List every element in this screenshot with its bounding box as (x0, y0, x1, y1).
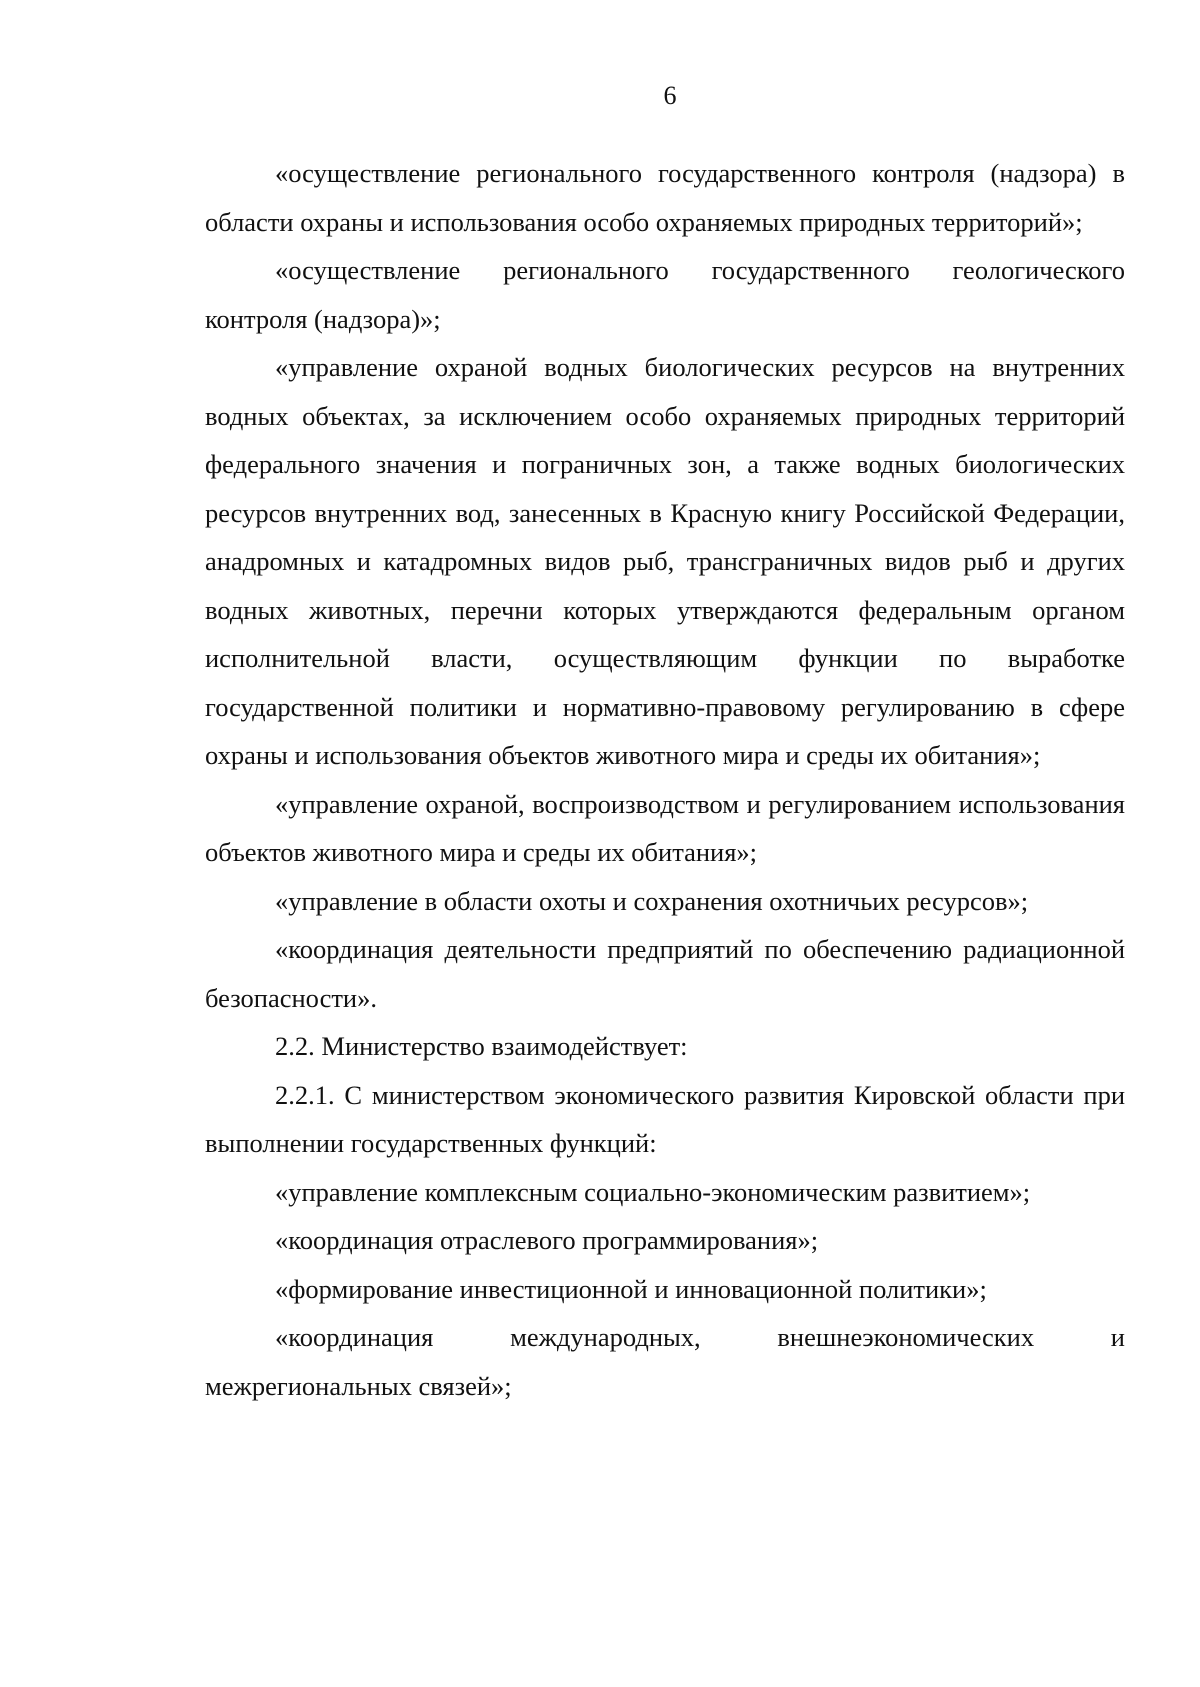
paragraph: «формирование инвестиционной и инновационной политики»; (275, 1273, 987, 1304)
paragraph: «координация международных, внешнеэкономических и межрегиональных связей»; (205, 1322, 1125, 1401)
paragraph: «осуществление регионального государственного геологического контроля (надзора)»; (205, 255, 1125, 334)
document-body (205, 149, 1125, 1410)
paragraph: «осуществление регионального государственного контроля (надзора) в области охраны и использования особо охраняемых природных территорий»; (205, 158, 1125, 237)
page-number: 6 (663, 81, 677, 110)
paragraph: «управление в области охоты и сохранения охотничьих ресурсов»; (275, 885, 1029, 916)
paragraph: «управление охраной водных биологических ресурсов на внутренних водных объектах, за исключением особо охраняемых природных территорий федерального значения и пограничных зон, а также водных биологических ресурсов внутренних вод, занесенных в Красную книгу Российской Федерации, анадромных и катадромных видов рыб, трансграничных видов рыб и других водных животных, перечни которых утверждаются федеральным органом исполнительной власти, осуществляющим функции по выработке государственной политики и нормативно-правовому регулированию в сфере охраны и использования объектов животного мира и среды их обитания»; (205, 352, 1125, 770)
paragraph: «координация отраслевого программирования»; (275, 1225, 819, 1255)
paragraph: «координация деятельности предприятий по обеспечению радиационной безопасности». (205, 934, 1125, 1013)
paragraph: «управление комплексным социально-экономическим развитием»; (275, 1176, 1031, 1207)
paragraph: «управление охраной, воспроизводством и регулированием использования объектов животного мира и среды их обитания»; (205, 788, 1125, 867)
paragraph: 2.2. Министерство взаимодействует: (275, 1031, 688, 1061)
paragraph: 2.2.1. С министерством экономического развития Кировской области при выполнении государственных функций: (205, 1079, 1125, 1158)
